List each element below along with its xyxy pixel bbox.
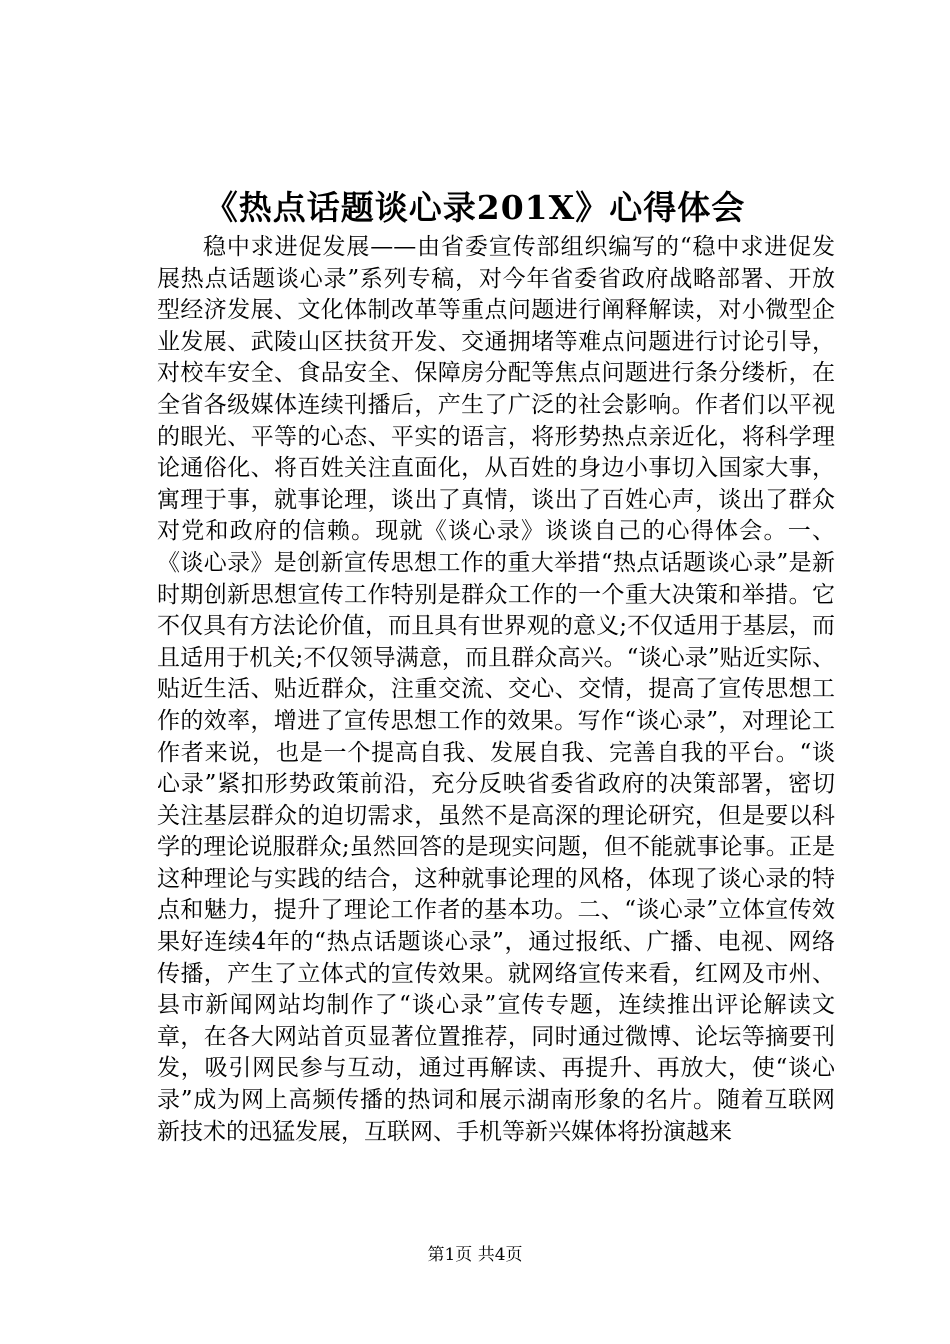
document-body-paragraph: 稳中求进促发展——由省委宣传部组织编写的“稳中求进促发展热点话题谈心录”系列专稿，对今年省委省政府战略部署、开放型经济发展、文化体制改革等重点问题进行阐释解读，对小微型企业发展、武陵山区扶贫开发、交通拥堵等难点问题进行讨论引导，对校车安全、食品安全、保障房分配等焦点问题进行条分缕析，在全省各级媒体连续刊播后，产生了广泛的社会影响。作者们以平视的眼光、平等的心态、平实的语言，将形势热点亲近化，将科学理论通俗化、将百姓关注直面化，从百姓的身边小事切入国家大事，寓理于事，就事论理，谈出了真情，谈出了百姓心声，谈出了群众对党和政府的信赖。现就《谈心录》谈谈自己的心得体会。一、《谈心录》是创新宣传思想工作的重大举措“热点话题谈心录”是新时期创新思想宣传工作特别是群众工作的一个重大决策和举措。它不仅具有方法论价值，而且具有世界观的意义;不仅适用于基层，而且适用于机关;不仅领导满意，而且群众高兴。“谈心录”贴近实际、贴近生活、贴近群众，注重交流、交心、交情，提高了宣传思想工作的效率，增进了宣传思想工作的效果。写作“谈心录”，对理论工作者来说，也是一个提高自我、发展自我、完善自我的平台。“谈心录”紧扣形势政策前沿，充分反映省委省政府的决策部署，密切关注基层群众的迫切需求，虽然不是高深的理论研究，但是要以科学的理论说服群众;虽然回答的是现实问题，但不能就事论事。正是这种理论与实践的结合，这种就事论理的风格，体现了谈心录的特点和魅力，提升了理论工作者的基本功。二、“谈心录”立体宣传效果好连续4年的“热点话题谈心录”，通过报纸、广播、电视、网络传播，产生了立体式的宣传效果。就网络宣传来看，红网及市州、县市新闻网站均制作了“谈心录”宣传专题，连续推出评论解读文章，在各大网站首页显著位置推荐，同时通过微博、论坛等摘要刊发，吸引网民参与互动，通过再解读、再提升、再放大，使“谈心录”成为网上高频传播的热词和展示湖南形象的名片。随着互联网新技术的迅猛发展，互联网、手机等新兴媒体将扮演越来 [157,234,836,1145]
page-footer-page-number: 第1页 共4页 [427,1245,523,1265]
document-title: 《热点话题谈心录201X》心得体会 [204,188,746,227]
